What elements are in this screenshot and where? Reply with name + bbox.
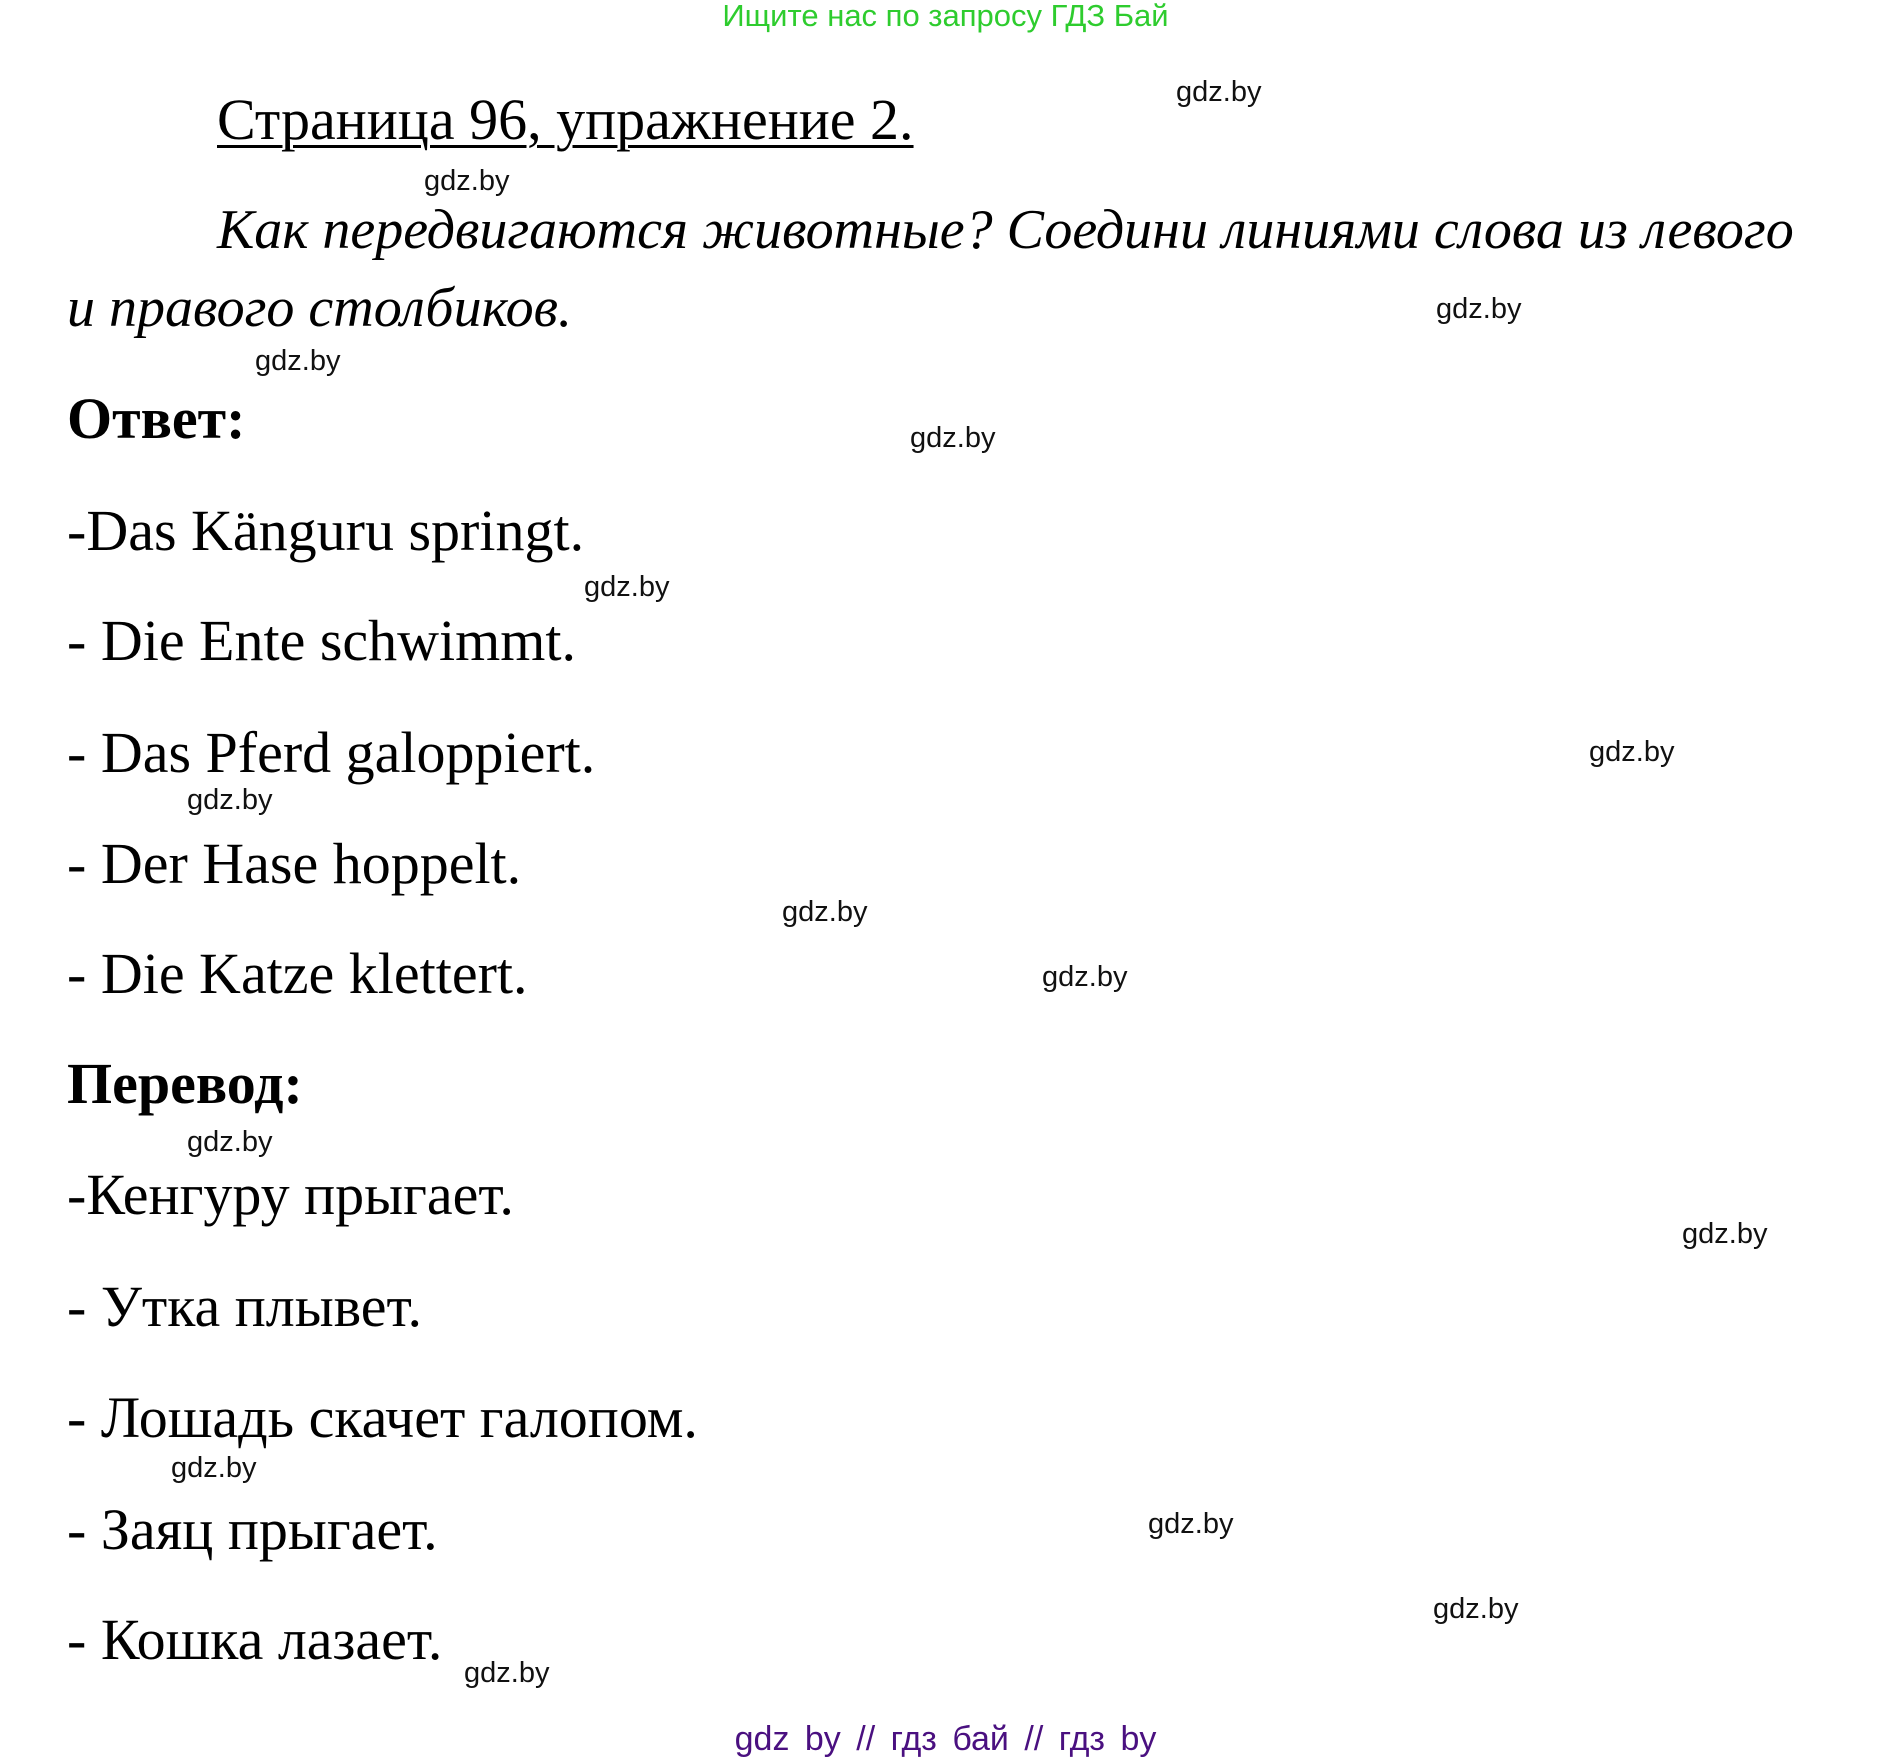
translation-line: - Заяц прыгает.: [67, 1497, 438, 1562]
answer-heading: Ответ:: [67, 386, 246, 451]
page-title: Страница 96, упражнение 2.: [217, 87, 914, 152]
watermark: gdz.by: [1176, 76, 1262, 108]
translation-line: -Кенгуру прыгает.: [67, 1162, 514, 1227]
search-banner: Ищите нас по запросу ГДЗ Бай: [722, 0, 1169, 33]
watermark: gdz.by: [187, 1126, 273, 1158]
translation-line: - Кошка лазает.: [67, 1607, 443, 1672]
answer-line: - Die Ente schwimmt.: [67, 608, 577, 673]
answer-line: - Das Pferd galoppiert.: [67, 720, 596, 785]
watermark: gdz.by: [1589, 736, 1675, 768]
watermark: gdz.by: [464, 1657, 550, 1689]
watermark: gdz.by: [584, 571, 670, 603]
watermark: gdz.by: [187, 784, 273, 816]
watermark: gdz.by: [424, 165, 510, 197]
watermark: gdz.by: [255, 345, 341, 377]
translation-line: - Лошадь скачет галопом.: [67, 1385, 698, 1450]
answer-line: -Das Känguru springt.: [67, 498, 585, 563]
watermark: gdz.by: [1436, 293, 1522, 325]
watermark: gdz.by: [782, 896, 868, 928]
watermark: gdz.by: [1148, 1508, 1234, 1540]
answer-line: - Der Hase hoppelt.: [67, 831, 522, 896]
translation-heading: Перевод:: [67, 1051, 303, 1116]
watermark: gdz.by: [171, 1452, 257, 1484]
footer-links: gdz by // гдз бай // гдз by: [734, 1720, 1157, 1758]
answer-line: - Die Katze klettert.: [67, 941, 528, 1006]
watermark: gdz.by: [910, 422, 996, 454]
question-line-1: Как передвигаются животные? Соедини линиями слова из левого: [217, 199, 1794, 261]
question-line-2: и правого столбиков.: [67, 277, 572, 339]
watermark: gdz.by: [1433, 1593, 1519, 1625]
watermark: gdz.by: [1682, 1218, 1768, 1250]
watermark: gdz.by: [1042, 961, 1128, 993]
translation-line: - Утка плывет.: [67, 1274, 422, 1339]
